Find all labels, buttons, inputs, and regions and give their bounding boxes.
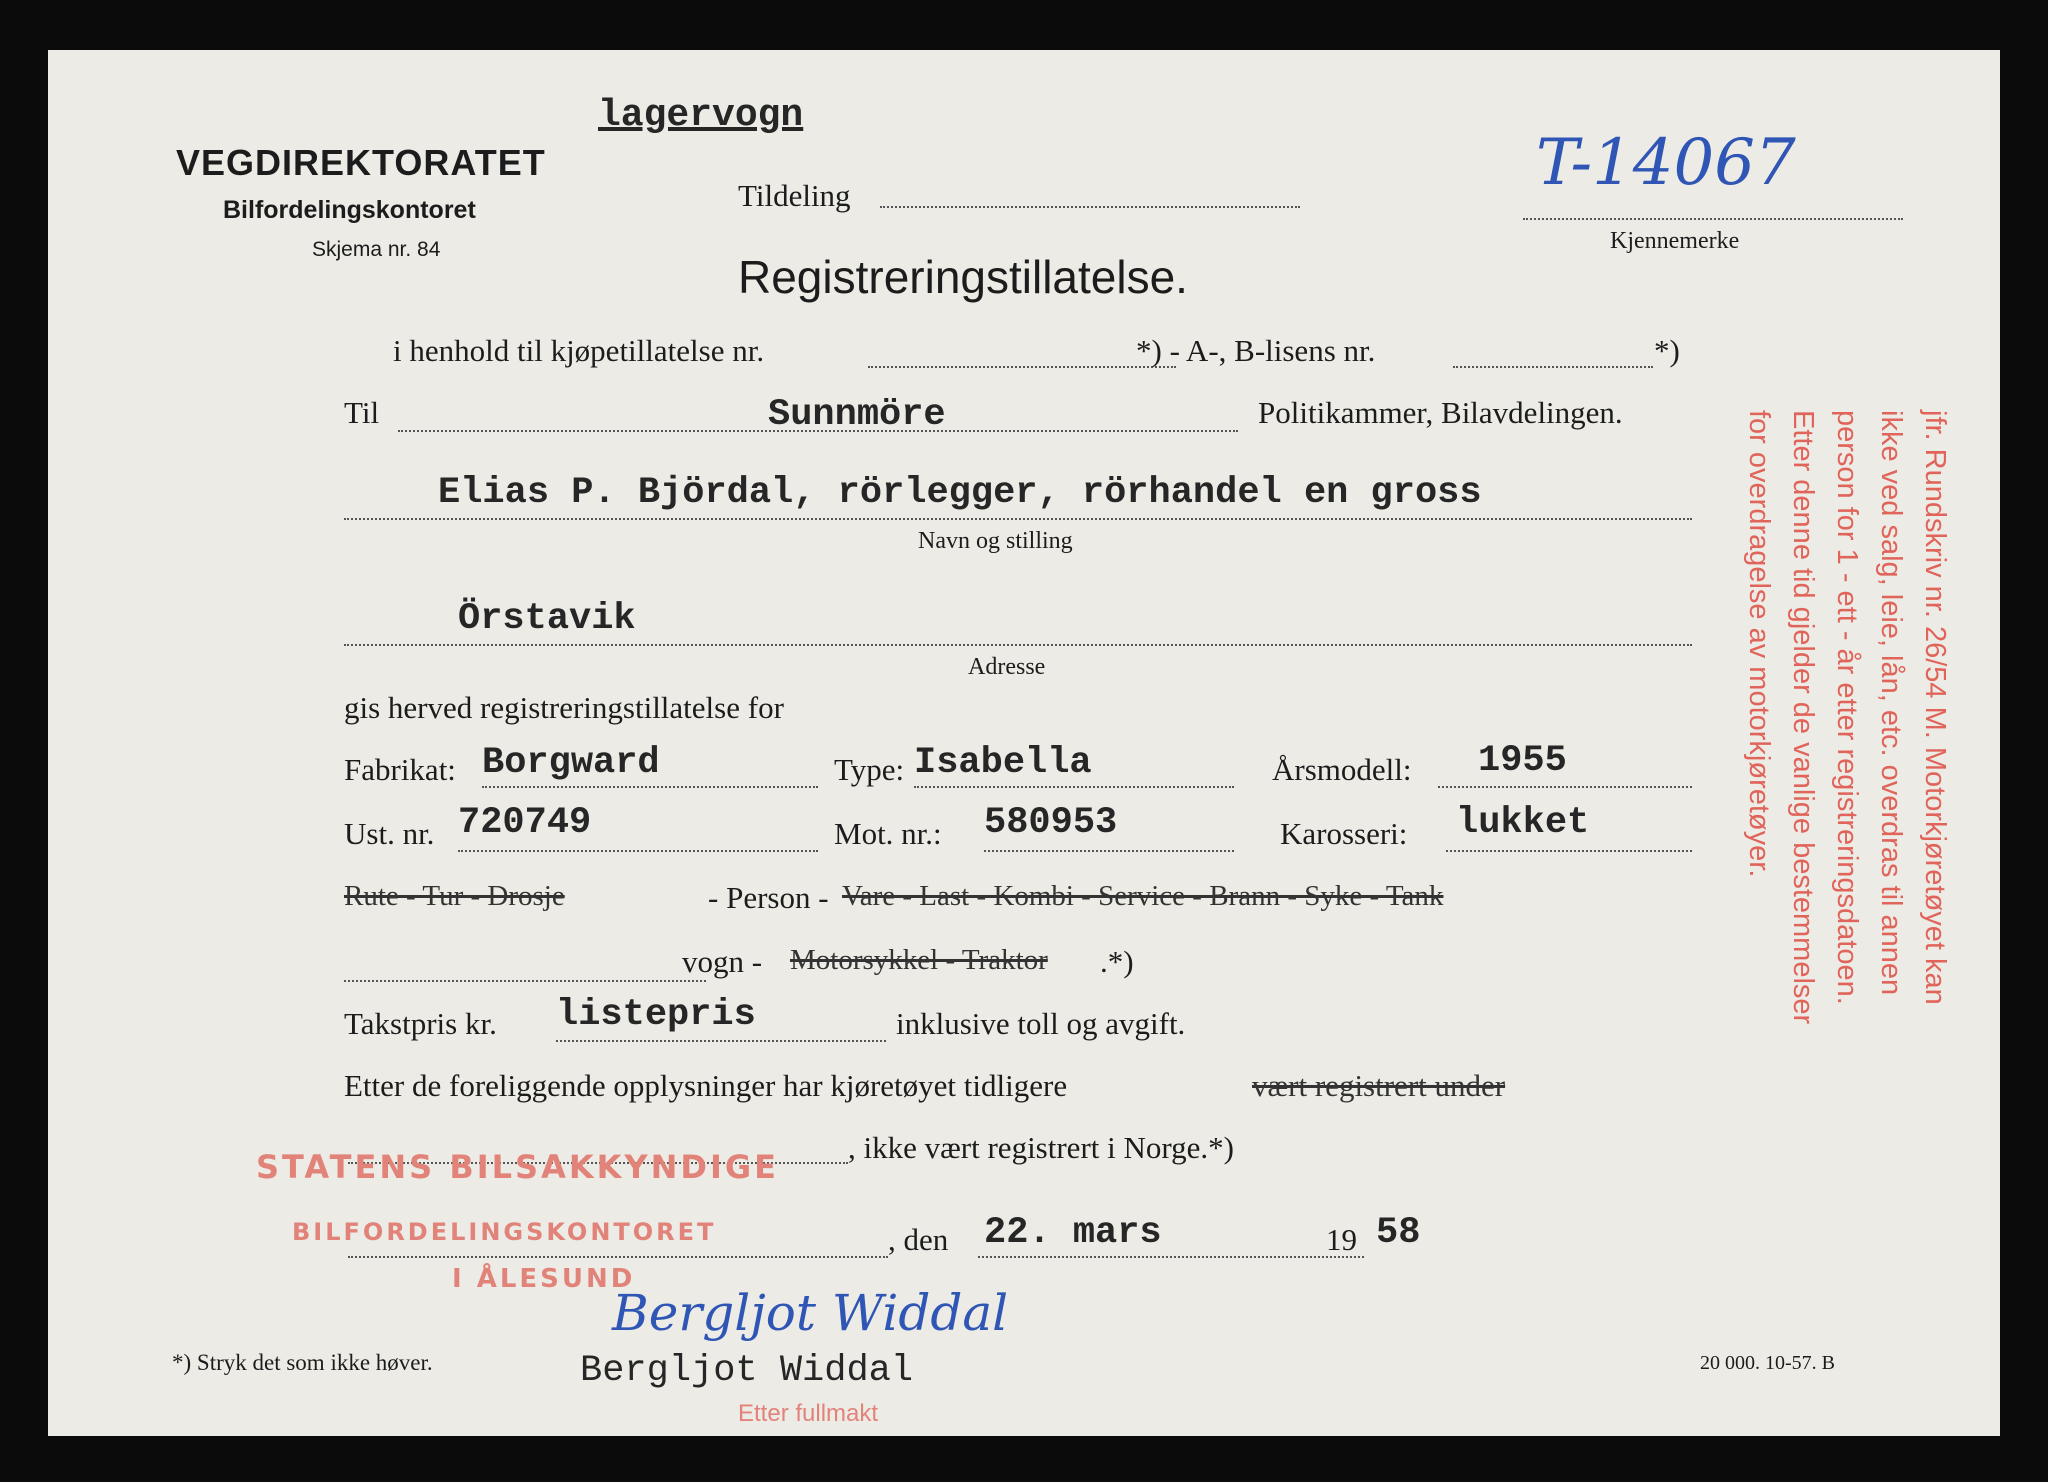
price-label: Takstpris kr. [344, 1006, 497, 1041]
form-number: Skjema nr. 84 [312, 238, 441, 261]
purchase-permit-dotted [868, 366, 1176, 368]
name-label: Navn og stilling [918, 528, 1073, 554]
office-name: Bilfordelingskontoret [223, 196, 476, 224]
owner-address: Örstavik [458, 598, 636, 640]
license-number-dotted [1453, 366, 1653, 368]
date-day-month: 22. mars [984, 1212, 1162, 1254]
print-code: 20 000. 10-57. B [1700, 1352, 1835, 1374]
signature-stamp: Etter fullmakt [738, 1400, 879, 1427]
struck-registered-under: vært registrert under [1252, 1068, 1506, 1103]
category-asterisk: .*) [1100, 944, 1134, 979]
history-text: Etter de foreliggende opplysninger har kjøretøyet tidligere [344, 1068, 1068, 1103]
fabrikat-label: Fabrikat: [344, 752, 456, 787]
police-department-label: Politikammer, Bilavdelingen. [1258, 395, 1623, 430]
license-number-label: *) - A-, B-lisens nr. [1136, 333, 1376, 368]
type-label: Type: [834, 752, 905, 787]
body-value: lukket [1456, 802, 1590, 844]
typed-lagervogn: lagervogn [598, 94, 804, 137]
person-category: - Person - [708, 880, 829, 915]
year-value: 1955 [1478, 740, 1567, 782]
chassis-dotted [458, 850, 818, 852]
document-sheet [48, 50, 2000, 1436]
year-label: Årsmodell: [1272, 752, 1412, 787]
org-name: VEGDIREKTORATET [176, 142, 546, 183]
engine-number-label: Mot. nr.: [834, 816, 942, 851]
body-label: Karosseri: [1280, 816, 1408, 851]
document-title: Registreringstillatelse. [738, 251, 1188, 303]
tildeling-dotted-line [880, 206, 1300, 208]
stamp-line-3: I ÅLESUND [452, 1264, 636, 1294]
date-prefix: , den [888, 1222, 949, 1257]
price-value: listepris [556, 994, 756, 1036]
license-asterisk: *) [1654, 333, 1680, 368]
fabrikat-dotted [482, 786, 818, 788]
engine-number-value: 580953 [984, 802, 1118, 844]
grant-text: gis herved registreringstillatelse for [344, 690, 784, 725]
year-dotted [1438, 786, 1692, 788]
fabrikat-value: Borgward [482, 742, 660, 784]
chassis-number-value: 720749 [458, 802, 592, 844]
stamp-line-1: STATENS BILSAKKYNDIGE [256, 1148, 779, 1186]
struck-motorcycle-tractor: Motorsykkel - Traktor [790, 944, 1048, 976]
owner-name: Elias P. Björdal, rörlegger, rörhandel en gross [438, 472, 1482, 514]
purchase-permit-label: i henhold til kjøpetillatelse nr. [393, 333, 765, 368]
side-note-line-3: person for 1 - ett - år etter registreringsdatoen. [1831, 410, 1863, 1005]
date-year: 58 [1376, 1212, 1421, 1254]
side-note-line-4: Etter denne tid gjelder de vanlige bestemmelser [1787, 410, 1819, 1025]
body-dotted [1446, 850, 1692, 852]
tildeling-label: Tildeling [738, 178, 851, 213]
date-century: 19 [1326, 1222, 1357, 1257]
price-suffix: inklusive toll og avgift. [896, 1006, 1186, 1041]
date-dotted [978, 1256, 1364, 1258]
engine-dotted [984, 850, 1234, 852]
signature-handwritten: Bergljot Widdal [612, 1284, 1009, 1342]
vogn-label: vogn - [682, 944, 763, 979]
history-line2: , ikke vært registrert i Norge.*) [848, 1130, 1234, 1165]
signature-typed: Bergljot Widdal [580, 1350, 914, 1392]
side-note-line-2: ikke ved salg, leie, lån, etc. overdras til annen [1875, 410, 1907, 996]
price-dotted [556, 1040, 886, 1042]
plate-number-handwritten: T-14067 [1536, 126, 1796, 200]
type-dotted [914, 786, 1234, 788]
plate-label: Kjennemerke [1610, 228, 1740, 254]
type-value: Isabella [914, 742, 1092, 784]
address-label: Adresse [968, 654, 1046, 680]
stamp-line-2: BILFORDELINGSKONTORET [292, 1218, 717, 1246]
side-note-line-1: jfr. Rundskriv nr. 26/54 M. Motorkjøretøyet kan [1919, 410, 1951, 1005]
police-district: Sunnmöre [768, 394, 946, 436]
vogn-dotted [344, 980, 706, 982]
address-dotted [344, 644, 1692, 646]
plate-dotted-line [1523, 218, 1903, 220]
til-label: Til [344, 395, 380, 430]
footnote: *) Stryk det som ikke høver. [172, 1350, 433, 1375]
struck-goods-categories: Vare - Last - Kombi - Service - Brann - Syke - Tank [842, 880, 1444, 912]
side-note-line-5: for overdragelse av motorkjøretøyer. [1743, 410, 1775, 878]
name-dotted [344, 518, 1692, 520]
place-dotted [348, 1256, 888, 1258]
chassis-number-label: Ust. nr. [344, 816, 435, 851]
struck-route-taxi: Rute - Tur - Drosje [344, 880, 565, 912]
